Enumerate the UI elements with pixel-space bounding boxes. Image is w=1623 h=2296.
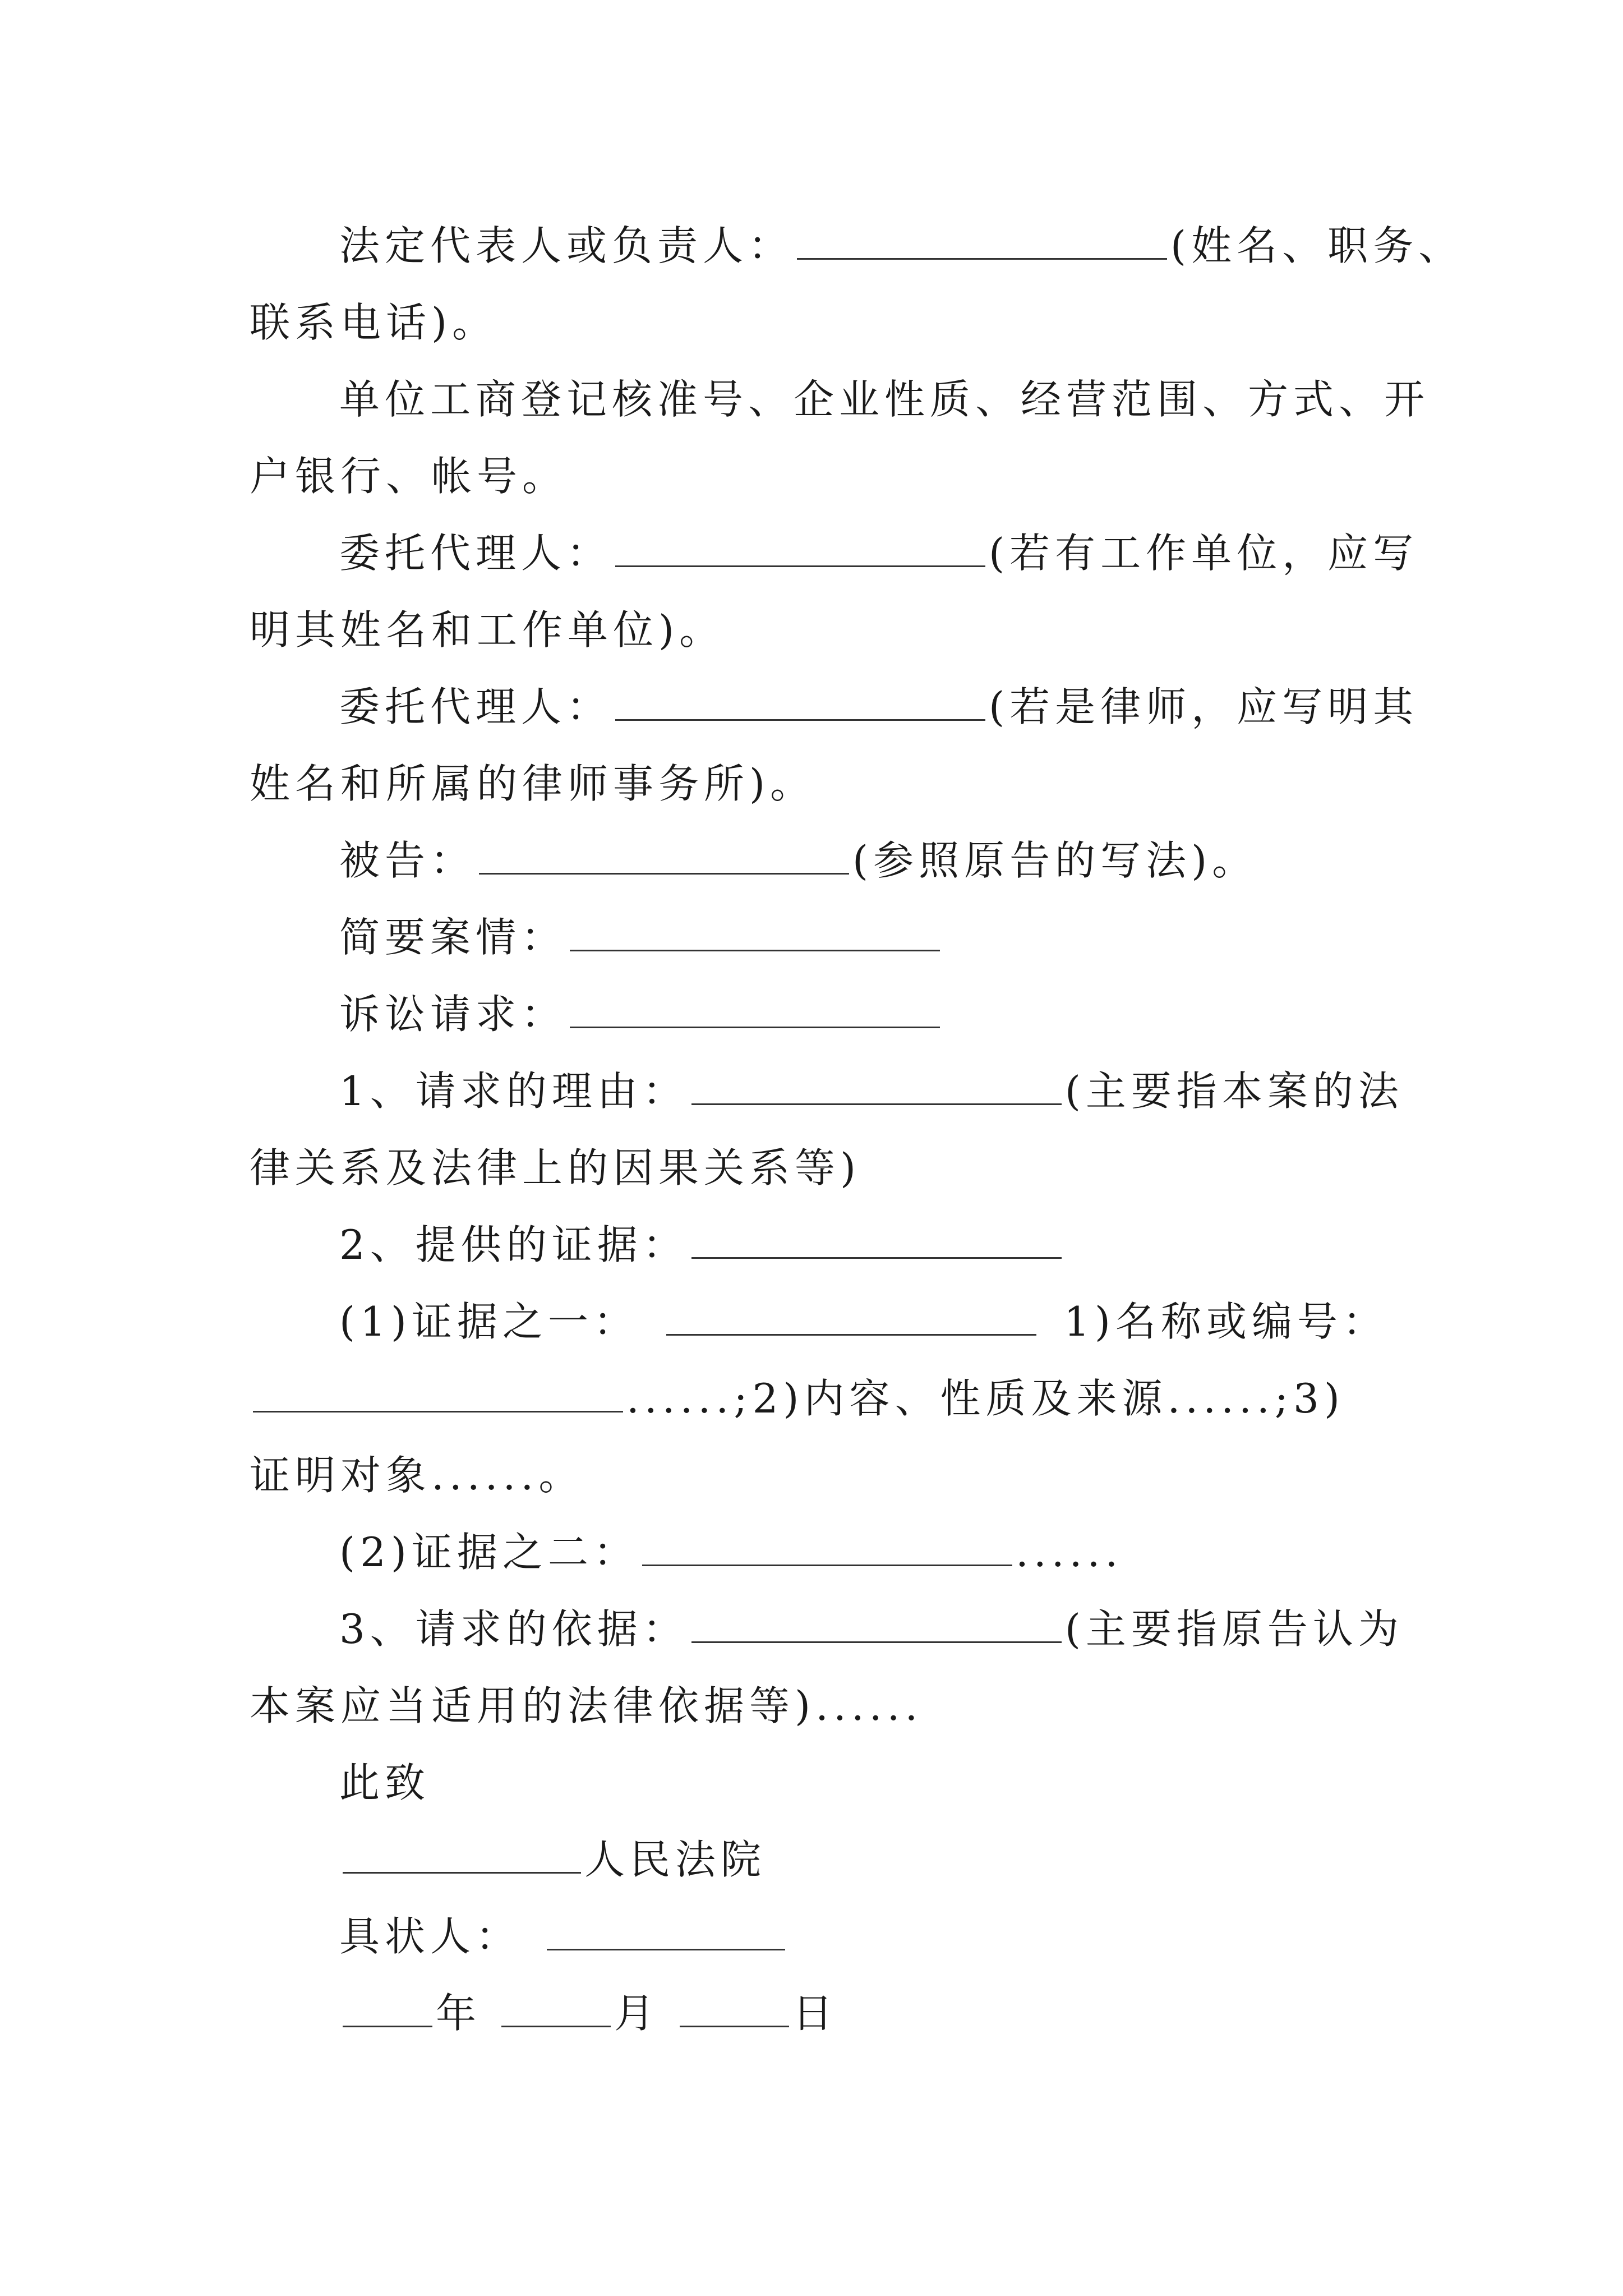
agent-1-line xyxy=(250,515,1419,592)
legal-representative-note: (姓名、职务、 xyxy=(1170,222,1464,269)
legal-representative-line xyxy=(250,208,1464,284)
court-line xyxy=(250,1821,1388,1898)
evidence-line xyxy=(250,1207,1388,1283)
evidence-one-object: 证明对象......。 xyxy=(250,1452,584,1499)
agent-1-label: 委托代理人： xyxy=(339,530,612,577)
evidence-label: 2、提供的证据： xyxy=(339,1221,688,1268)
reason-blank[interactable] xyxy=(691,1070,1062,1105)
evidence-two-label: (2)证据之二： xyxy=(339,1529,639,1576)
petitioner-line xyxy=(250,1898,1388,1975)
agent-1-note-cont: 明其姓名和工作单位)。 xyxy=(250,606,725,654)
evidence-two-ellipsis: ...... xyxy=(1016,1529,1123,1576)
evidence-one-details: ......;2)内容、性质及来源......;3) xyxy=(626,1375,1345,1422)
date-line xyxy=(250,1975,1388,2052)
evidence-one-name-label: 1)名称或编号： xyxy=(1064,1298,1388,1345)
basis-note-cont: 本案应当适用的法律依据等)...... xyxy=(250,1682,923,1729)
legal-representative-note-cont: 联系电话)。 xyxy=(250,299,498,346)
evidence-blank[interactable] xyxy=(691,1223,1062,1259)
month-blank[interactable] xyxy=(501,1992,611,2027)
agent-2-blank[interactable] xyxy=(615,685,985,721)
legal-representative-blank[interactable] xyxy=(797,224,1167,260)
reason-note: (主要指本案的法 xyxy=(1064,1068,1404,1115)
evidence-two-blank[interactable] xyxy=(642,1531,1012,1566)
claims-label: 诉讼请求： xyxy=(339,991,567,1038)
case-summary-blank[interactable] xyxy=(570,916,940,951)
document-page xyxy=(250,208,1464,2052)
basis-note: (主要指原告认为 xyxy=(1064,1605,1404,1653)
petitioner-blank[interactable] xyxy=(547,1915,785,1950)
basis-blank[interactable] xyxy=(691,1608,1062,1643)
day-blank[interactable] xyxy=(680,1992,789,2027)
month-label: 月 xyxy=(614,1990,660,2037)
agent-1-blank[interactable] xyxy=(615,532,985,567)
defendant-blank[interactable] xyxy=(479,839,849,875)
unit-registration-cont: 户银行、帐号。 xyxy=(250,453,568,500)
agent-2-label: 委托代理人： xyxy=(339,683,612,730)
basis-label: 3、请求的依据： xyxy=(339,1605,688,1653)
year-blank[interactable] xyxy=(343,1992,432,2027)
agent-2-line xyxy=(250,669,1419,746)
case-summary-label: 简要案情： xyxy=(339,914,567,961)
year-label: 年 xyxy=(436,1990,482,2037)
day-label: 日 xyxy=(792,1990,838,2037)
evidence-two-line xyxy=(250,1514,1388,1591)
evidence-one-line xyxy=(250,1283,1388,1360)
reason-label: 1、请求的理由： xyxy=(339,1068,688,1115)
defendant-note: (参照原告的写法)。 xyxy=(852,837,1258,884)
reason-line xyxy=(250,1053,1404,1130)
claims-line xyxy=(250,976,1388,1053)
evidence-one-name-blank[interactable] xyxy=(253,1377,623,1412)
agent-2-note-cont: 姓名和所属的律师事务所)。 xyxy=(250,760,816,807)
claims-blank[interactable] xyxy=(570,993,940,1028)
defendant-label: 被告： xyxy=(339,837,476,884)
salutation: 此致 xyxy=(339,1759,431,1806)
agent-1-note: (若有工作单位，应写 xyxy=(989,530,1419,577)
reason-note-cont: 律关系及法律上的因果关系等) xyxy=(250,1144,861,1191)
court-name-blank[interactable] xyxy=(343,1838,581,1874)
evidence-one-details-line xyxy=(250,1360,1388,1437)
basis-line xyxy=(250,1591,1404,1668)
case-summary-line xyxy=(250,899,1388,976)
evidence-one-blank[interactable] xyxy=(666,1300,1036,1336)
legal-representative-label: 法定代表人或负责人： xyxy=(339,222,794,269)
unit-registration-line: 单位工商登记核准号、企业性质、经营范围、方式、开 xyxy=(339,376,1430,423)
defendant-line xyxy=(250,822,1388,899)
agent-2-note: (若是律师，应写明其 xyxy=(989,683,1419,730)
petitioner-label: 具状人： xyxy=(339,1913,522,1960)
court-label: 人民法院 xyxy=(584,1836,767,1883)
evidence-one-label: (1)证据之一： xyxy=(339,1298,639,1345)
